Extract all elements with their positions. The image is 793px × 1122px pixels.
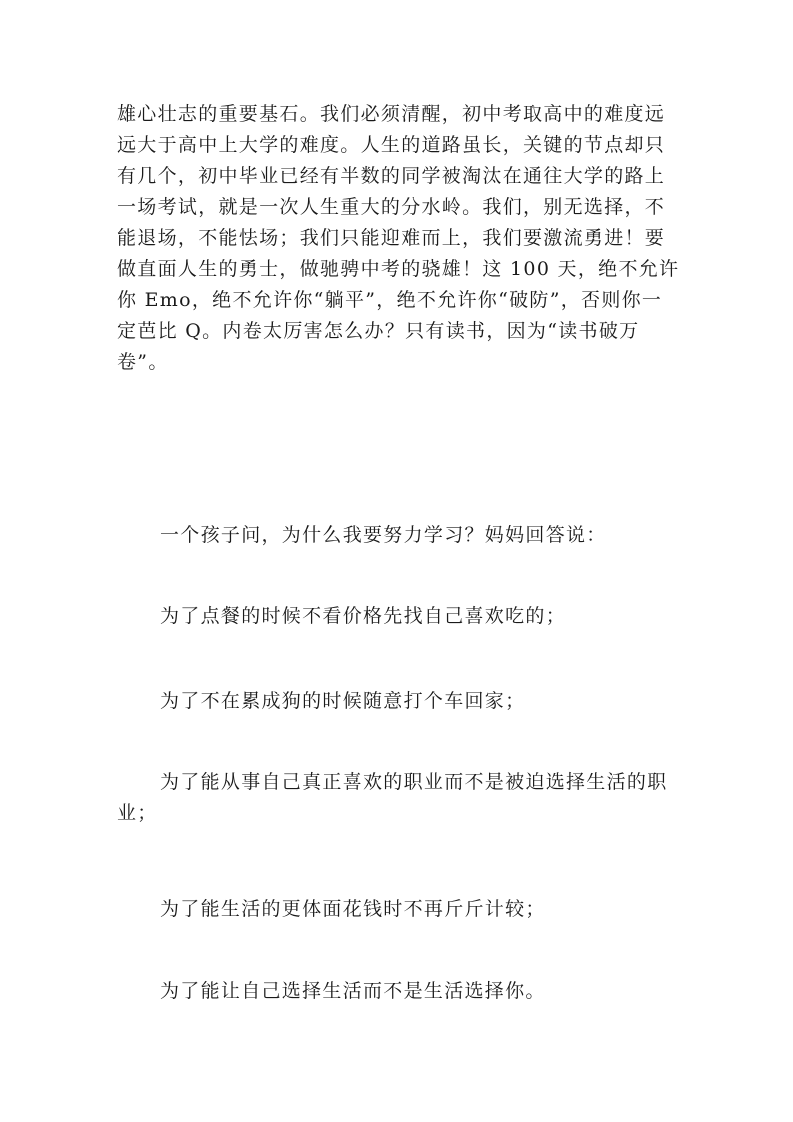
paragraph-reason-2: 为了不在累成狗的时候随意打个车回家； [160, 690, 526, 712]
paragraph-reason-5: 为了能让自己选择生活而不是生活选择你。 [160, 980, 546, 1002]
paragraph-question: 一个孩子问，为什么我要努力学习？妈妈回答说： [160, 524, 607, 546]
paragraph-reason-1: 为了点餐的时候不看价格先找自己喜欢吃的； [160, 605, 567, 627]
paragraph-reason-4: 为了能生活的更体面花钱时不再斤斤计较； [160, 898, 546, 920]
paragraph-continuation: 雄心壮志的重要基石。我们必须清醒，初中考取高中的难度远远大于高中上大学的难度。人生的道路虽长，关键的节点却只有几个，初中毕业已经有半数的同学被淘汰在通往大学的路上一场考试，就是一次人生重大的分水岭。我们，别无选择，不能退场，不能怯场；我们只能迎难而上，我们要激流勇进！要做直面人生的勇士，做驰骋中考的骁雄！这 100 天，绝不允许你 Emo，绝不允许你“躺平”，绝不允许你“破防”，否则你一定芭比 Q。内卷太厉害怎么办？只有读书，因为“读书破万卷”。 [117, 103, 680, 373]
paragraph-reason-3: 为了能从事自己真正喜欢的职业而不是被迫选择生活的职业； [117, 771, 668, 824]
